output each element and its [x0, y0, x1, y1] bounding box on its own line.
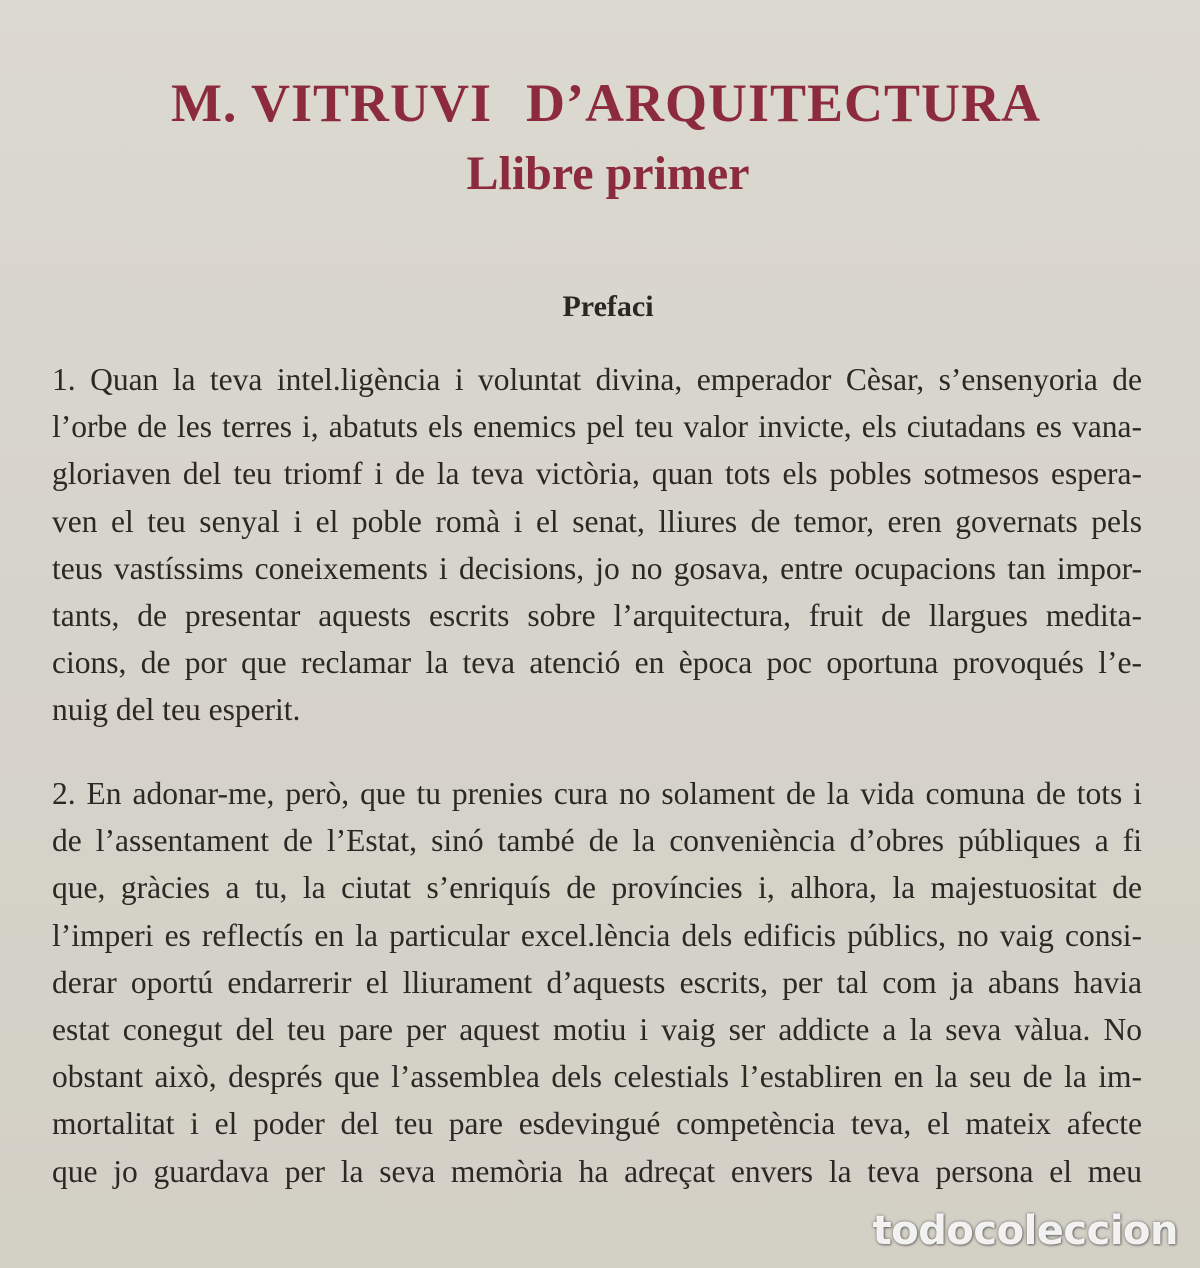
text-line: derar oportú endarrerir el lliurament d’aquests escrits, per tal com ja abans havia	[52, 964, 1142, 1000]
text-line: que jo guardava per la seva memòria ha adreçat envers la teva persona el meu	[52, 1153, 1142, 1189]
text-line: l’imperi es reflectís en la particular excel.lència dels edificis públics, no vaig consi-	[52, 917, 1142, 953]
text-line: l’orbe de les terres i, abatuts els enemics pel teu valor invicte, els ciutadans es vana-	[52, 409, 1142, 445]
book-title-author: M. VITRUVI	[170, 73, 492, 133]
paragraph-2	[52, 770, 1142, 1195]
text-line: que, gràcies a tu, la ciutat s’enriquís de províncies i, alhora, la majestuositat de	[52, 870, 1142, 906]
text-line: cions, de por que reclamar la teva atenció en època poc oportuna provoqués l’e-	[52, 645, 1142, 681]
text-line: de l’assentament de l’Estat, sinó també de la conveniència d’obres públiques a fi	[52, 823, 1142, 859]
text-line: 2. En adonar-me, però, que tu prenies cura no solament de la vida comuna de tots i	[52, 776, 1142, 811]
text-line: gloriaven del teu triomf i de la teva victòria, quan tots els pobles sotmesos espera-	[52, 456, 1142, 492]
section-heading: Prefaci	[562, 290, 654, 323]
text-line: obstant això, després que l’assemblea dels celestials l’establiren en la seu de la im-	[52, 1059, 1142, 1095]
text-line: 1. Quan la teva intel.ligència i voluntat divina, emperador Cèsar, s’ensenyoria de	[52, 362, 1142, 397]
watermark-logo: todocoleccion	[872, 1208, 1178, 1254]
paragraph-1	[52, 356, 1142, 734]
text-line: ven el teu senyal i el poble romà i el senat, lliures de temor, eren governats pels	[52, 503, 1142, 539]
text-line: estat conegut del teu pare per aquest motiu i vaig ser addicte a la seva vàlua. No	[52, 1012, 1142, 1048]
book-title-work: D’ARQUITECTURA	[526, 73, 1042, 133]
text-line: teus vastíssims coneixements i decisions, jo no gosava, entre ocupacions tan impor-	[52, 550, 1142, 586]
text-line: tants, de presentar aquests escrits sobre l’arquitectura, fruit de llargues medita-	[52, 598, 1142, 634]
book-title	[0, 72, 1200, 134]
book-subtitle: Llibre primer	[466, 147, 750, 200]
text-line: mortalitat i el poder del teu pare esdevingué competència teva, el mateix afecte	[52, 1106, 1142, 1142]
text-line: nuig del teu esperit.	[52, 692, 301, 728]
